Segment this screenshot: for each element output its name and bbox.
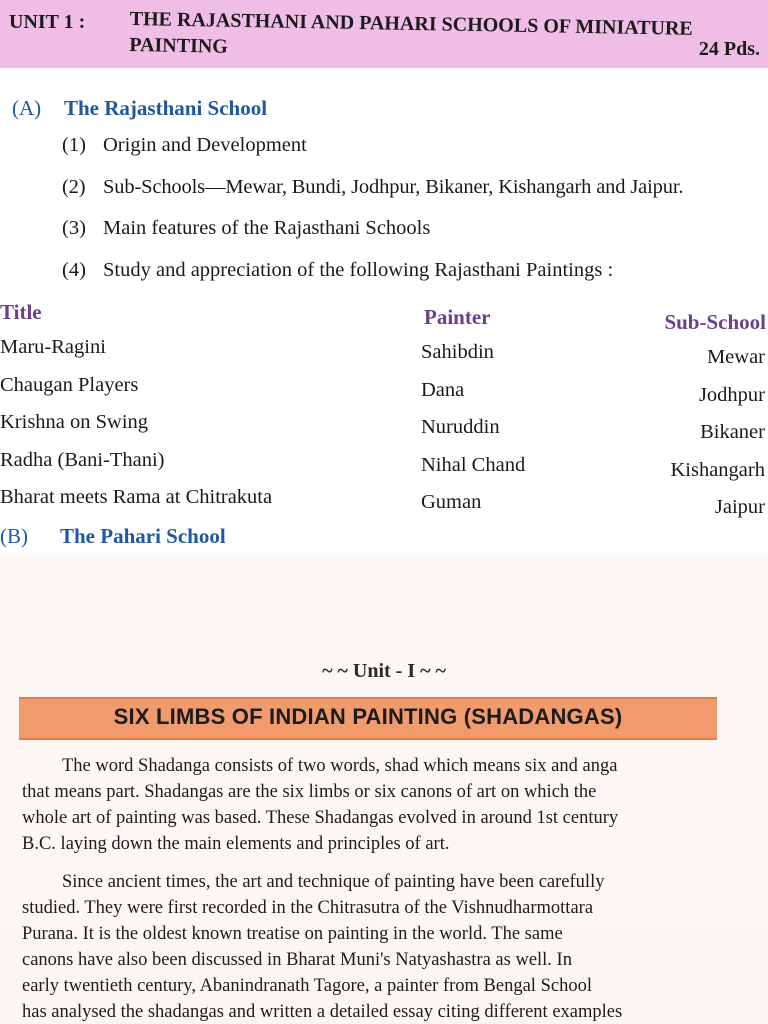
table-cell: Nihal Chand	[421, 453, 526, 476]
table-cell: Guman	[421, 491, 482, 513]
list-item-number: (1)	[62, 134, 86, 156]
paragraph-line: Purana. It is the oldest known treatise on painting in the world. The same	[22, 924, 563, 944]
chapter-page	[0, 553, 768, 1024]
table-cell: Radha (Bani-Thani)	[0, 448, 165, 471]
paragraph-line: that means part. Shadangas are the six limbs or six canons of art on which the	[22, 782, 597, 802]
section-b-title: The Pahari School	[60, 524, 226, 548]
list-item-text: Origin and Development	[103, 134, 307, 156]
list-item-text: Study and appreciation of the following Rajasthani Paintings :	[103, 258, 614, 281]
section-a-letter: (A)	[12, 96, 42, 120]
table-cell: Mewar	[706, 346, 765, 368]
list-item-text: Main features of the Rajasthani Schools	[103, 217, 431, 239]
section-a-title: The Rajasthani School	[64, 96, 268, 120]
table-cell: Nuruddin	[421, 416, 500, 438]
list-item	[62, 217, 768, 259]
table-cell: Jodhpur	[698, 383, 765, 406]
chapter-heading-bar	[19, 697, 717, 740]
paragraph-line: studied. They were first recorded in the Chitrasutra of the Vishnudharmottara	[22, 898, 594, 918]
section-a-heading	[12, 96, 267, 121]
unit-title: THE RAJASTHANI AND PAHARI SCHOOLS OF MINIATURE PAINTING	[129, 7, 693, 58]
list-item-number: (4)	[62, 258, 86, 281]
table-header-sub-school: Sub-School	[664, 310, 766, 334]
paragraph-line: whole art of painting was based. These Shadangas evolved in around 1st century	[22, 808, 619, 828]
paragraph-line: Since ancient times, the art and technique of painting have been carefully	[62, 872, 605, 892]
paragraph-2	[22, 869, 720, 1024]
unit-marker: ~ ~ Unit - I ~ ~	[322, 660, 446, 682]
unit-periods: 24 Pds.	[698, 38, 760, 60]
paragraph-line: canons have also been discussed in Bharat Muni's Natyashastra as well. In	[22, 950, 572, 970]
list-item-number: (2)	[62, 175, 86, 198]
table-cell: Krishna on Swing	[0, 411, 149, 433]
chapter-heading: SIX LIMBS OF INDIAN PAINTING (SHADANGAS)	[113, 704, 623, 729]
paragraph-1	[22, 753, 720, 857]
table-column-sub-school	[670, 346, 765, 534]
topic-list	[62, 134, 768, 300]
table-cell: Kishangarh	[670, 458, 765, 481]
paragraph-line: has analysed the shadangas and written a detailed essay citing different examples	[22, 1002, 623, 1022]
table-cell: Dana	[421, 378, 465, 401]
paragraph-line: The word Shadanga consists of two words, shad which means six and anga	[62, 756, 618, 776]
table-cell: Bharat meets Rama at Chitrakuta	[0, 486, 273, 508]
table-cell: Maru-Ragini	[0, 336, 106, 358]
section-b-letter: (B)	[0, 524, 28, 548]
unit-label: UNIT 1 :	[9, 11, 86, 33]
section-b-heading	[0, 524, 226, 549]
table-cell: Bikaner	[700, 421, 765, 443]
table-column-title	[0, 336, 272, 524]
table-header-painter: Painter	[424, 305, 491, 329]
list-item-text: Sub-Schools—Mewar, Bundi, Jodhpur, Bikaner, Kishangarh and Jaipur.	[103, 175, 684, 198]
list-item	[62, 176, 768, 218]
table-header-title: Title	[0, 300, 42, 324]
table-column-painter	[421, 341, 525, 529]
list-item-number: (3)	[62, 217, 86, 239]
list-item	[62, 134, 768, 176]
list-item	[62, 259, 768, 301]
table-cell: Chaugan Players	[0, 373, 139, 396]
table-cell: Jaipur	[714, 496, 765, 518]
paragraph-line: B.C. laying down the main elements and principles of art.	[22, 834, 450, 854]
unit-header-bar	[0, 0, 768, 68]
table-cell: Sahibdin	[421, 341, 494, 363]
paragraph-line: early twentieth century, Abanindranath Tagore, a painter from Bengal School	[22, 976, 592, 996]
